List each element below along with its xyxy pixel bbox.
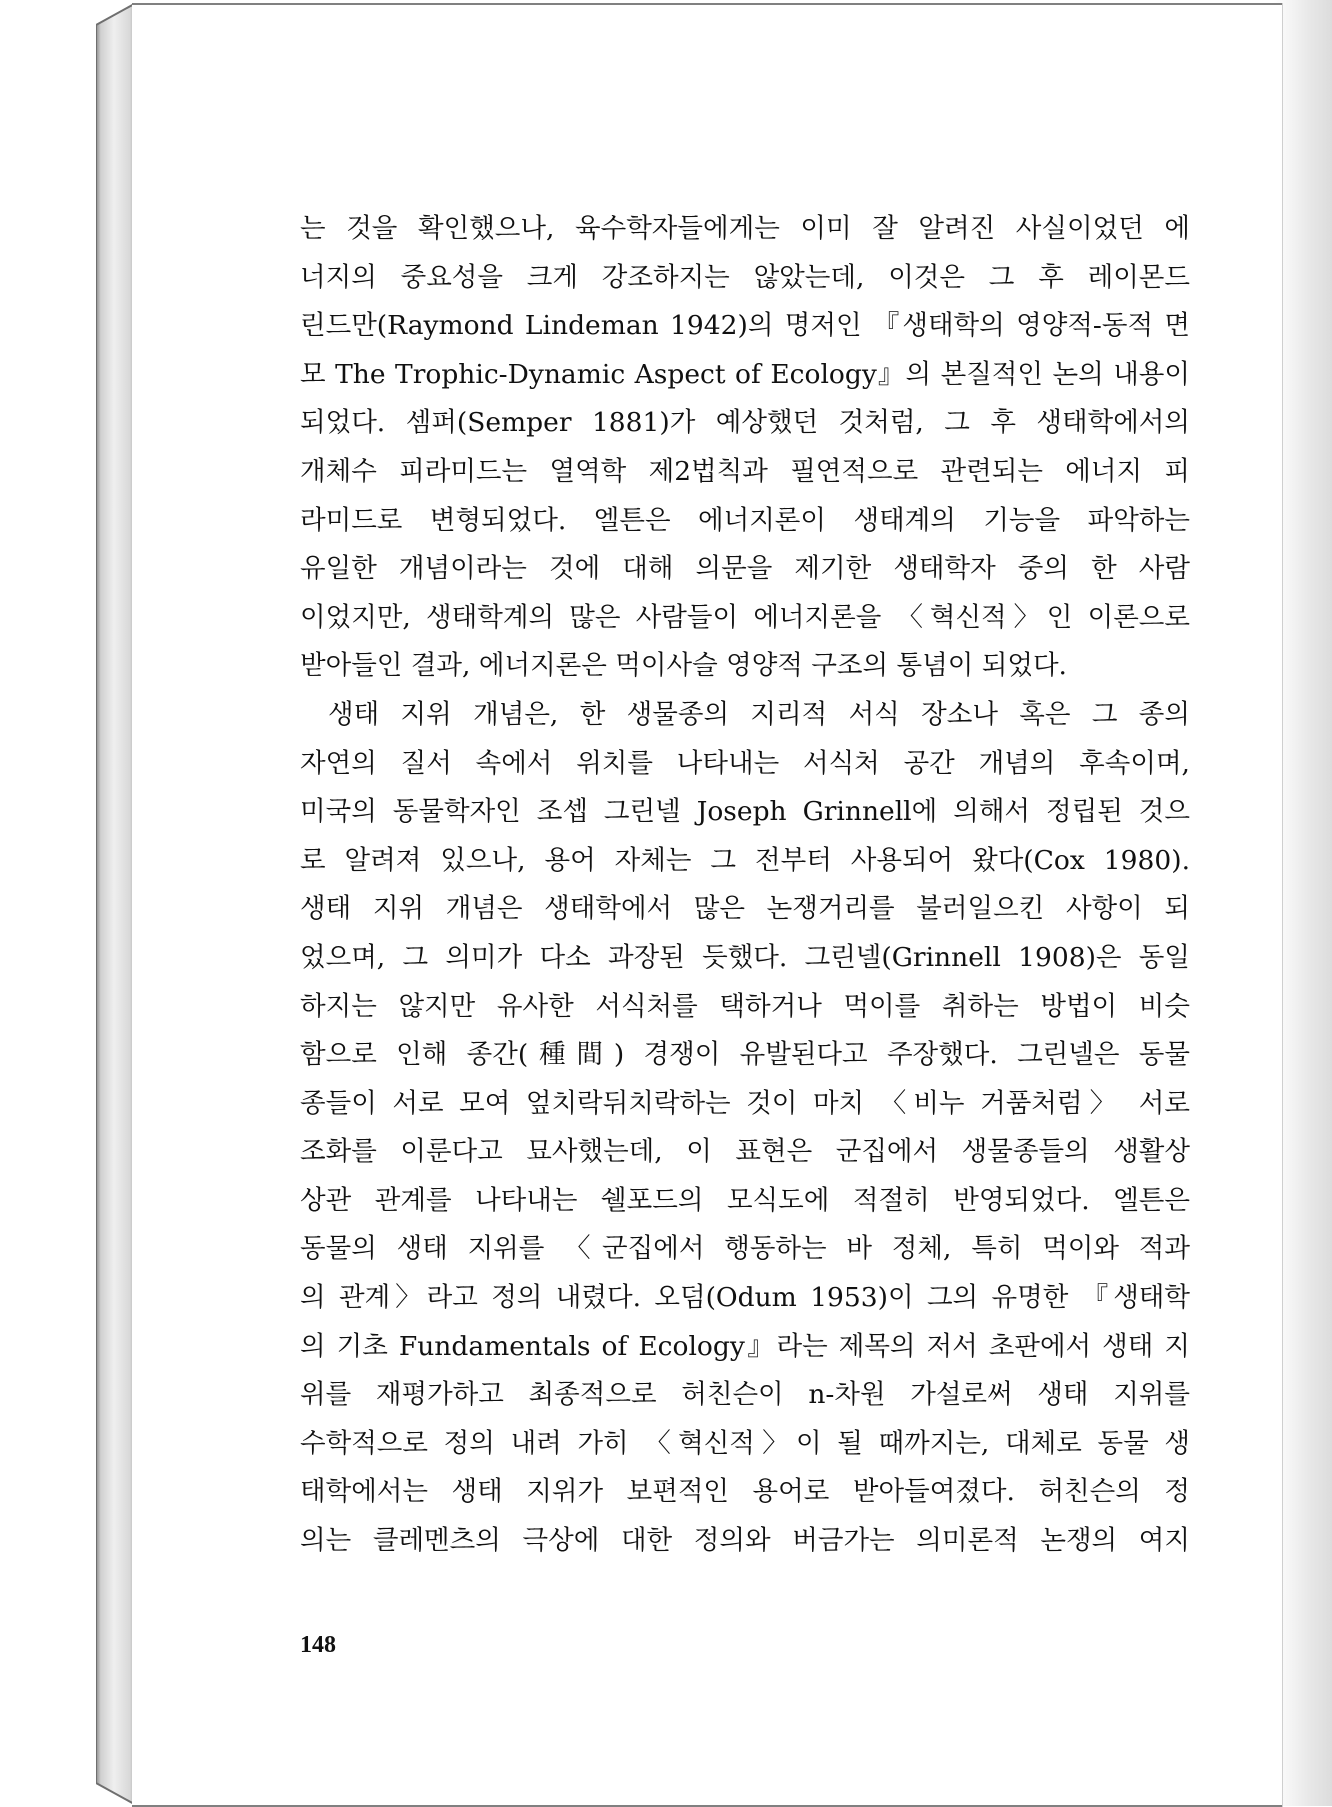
text-line: 생태 지위 개념은 생태학에서 많은 논쟁거리를 불러일으킨 사항이 되 [300, 893, 1190, 925]
text-line-paragraph-start: 생태 지위 개념은, 한 생물종의 지리적 서식 장소나 혹은 그 종의 [328, 698, 1190, 730]
text-line: 라미드로 변형되었다. 엘튼은 에너지론이 생태계의 기능을 파악하는 [300, 504, 1190, 536]
text-line: 는 것을 확인했으나, 육수학자들에게는 이미 잘 알려진 사실이었던 에 [300, 213, 1190, 244]
text-line: 미국의 동물학자인 조셉 그린넬 Joseph Grinnell에 의해서 정립된 것으 [300, 796, 1190, 828]
text-line-paragraph-end: 받아들인 결과, 에너지론은 먹이사슬 영양적 구조의 통념이 되었다. [300, 650, 1067, 682]
text-line: 자연의 질서 속에서 위치를 나타내는 서식처 공간 개념의 후속이며, [300, 747, 1190, 779]
text-line: 되었다. 셈퍼(Semper 1881)가 예상했던 것처럼, 그 후 생태학에서의 [300, 407, 1190, 439]
text-line: 종들이 서로 모여 엎치락뒤치락하는 것이 마치 〈비누 거품처럼〉 서로 [300, 1087, 1190, 1119]
text-line: 수학적으로 정의 내려 가히 〈혁신적〉이 될 때까지는, 대체로 동물 생 [300, 1427, 1190, 1459]
background-shadow [1274, 0, 1332, 1806]
text-line: 의 관계〉라고 정의 내렸다. 오덤(Odum 1953)이 그의 유명한 『생태학 [300, 1282, 1190, 1314]
text-line: 위를 재평가하고 최종적으로 허친슨이 n-차원 가설로써 생태 지위를 [300, 1379, 1190, 1411]
page-body-text [300, 205, 1190, 1566]
text-line: 너지의 중요성을 크게 강조하지는 않았는데, 이것은 그 후 레이몬드 [300, 261, 1190, 293]
text-line: 유일한 개념이라는 것에 대해 의문을 제기한 생태학자 중의 한 사람 [300, 553, 1190, 585]
text-line: 로 알려져 있으나, 용어 자체는 그 전부터 사용되어 왔다(Cox 1980). [300, 844, 1190, 876]
text-line: 린드만(Raymond Lindeman 1942)의 명저인 『생태학의 영양적-동적 면 [300, 310, 1190, 342]
text-line: 의 기초 Fundamentals of Ecology』라는 제목의 저서 초판에서 생태 지 [300, 1330, 1190, 1362]
text-line: 태학에서는 생태 지위가 보편적인 용어로 받아들여졌다. 허친슨의 정 [300, 1476, 1190, 1508]
text-line: 모 The Trophic-Dynamic Aspect of Ecology』의 본질적인 논의 내용이 [300, 358, 1190, 390]
book-spine [96, 3, 136, 1805]
text-line: 의는 클레멘츠의 극상에 대한 정의와 버금가는 의미론적 논쟁의 여지 [300, 1525, 1190, 1557]
text-line: 동물의 생태 지위를 〈군집에서 행동하는 바 정체, 특히 먹이와 적과 [300, 1233, 1190, 1265]
text-line: 하지는 않지만 유사한 서식처를 택하거나 먹이를 취하는 방법이 비슷 [300, 990, 1190, 1022]
text-line: 이었지만, 생태학계의 많은 사람들이 에너지론을 〈혁신적〉인 이론으로 [300, 601, 1190, 633]
text-line: 조화를 이룬다고 묘사했는데, 이 표현은 군집에서 생물종들의 생활상 [300, 1136, 1190, 1168]
text-line: 상관 관계를 나타내는 쉘포드의 모식도에 적절히 반영되었다. 엘튼은 [300, 1184, 1190, 1216]
text-line: 함으로 인해 종간(種間) 경쟁이 유발된다고 주장했다. 그린넬은 동물 [300, 1039, 1190, 1071]
text-line: 개체수 피라미드는 열역학 제2법칙과 필연적으로 관련되는 에너지 피 [300, 455, 1190, 487]
page-number: 148 [300, 1632, 336, 1658]
text-line: 었으며, 그 의미가 다소 과장된 듯했다. 그린넬(Grinnell 1908)은 동일 [300, 941, 1190, 973]
